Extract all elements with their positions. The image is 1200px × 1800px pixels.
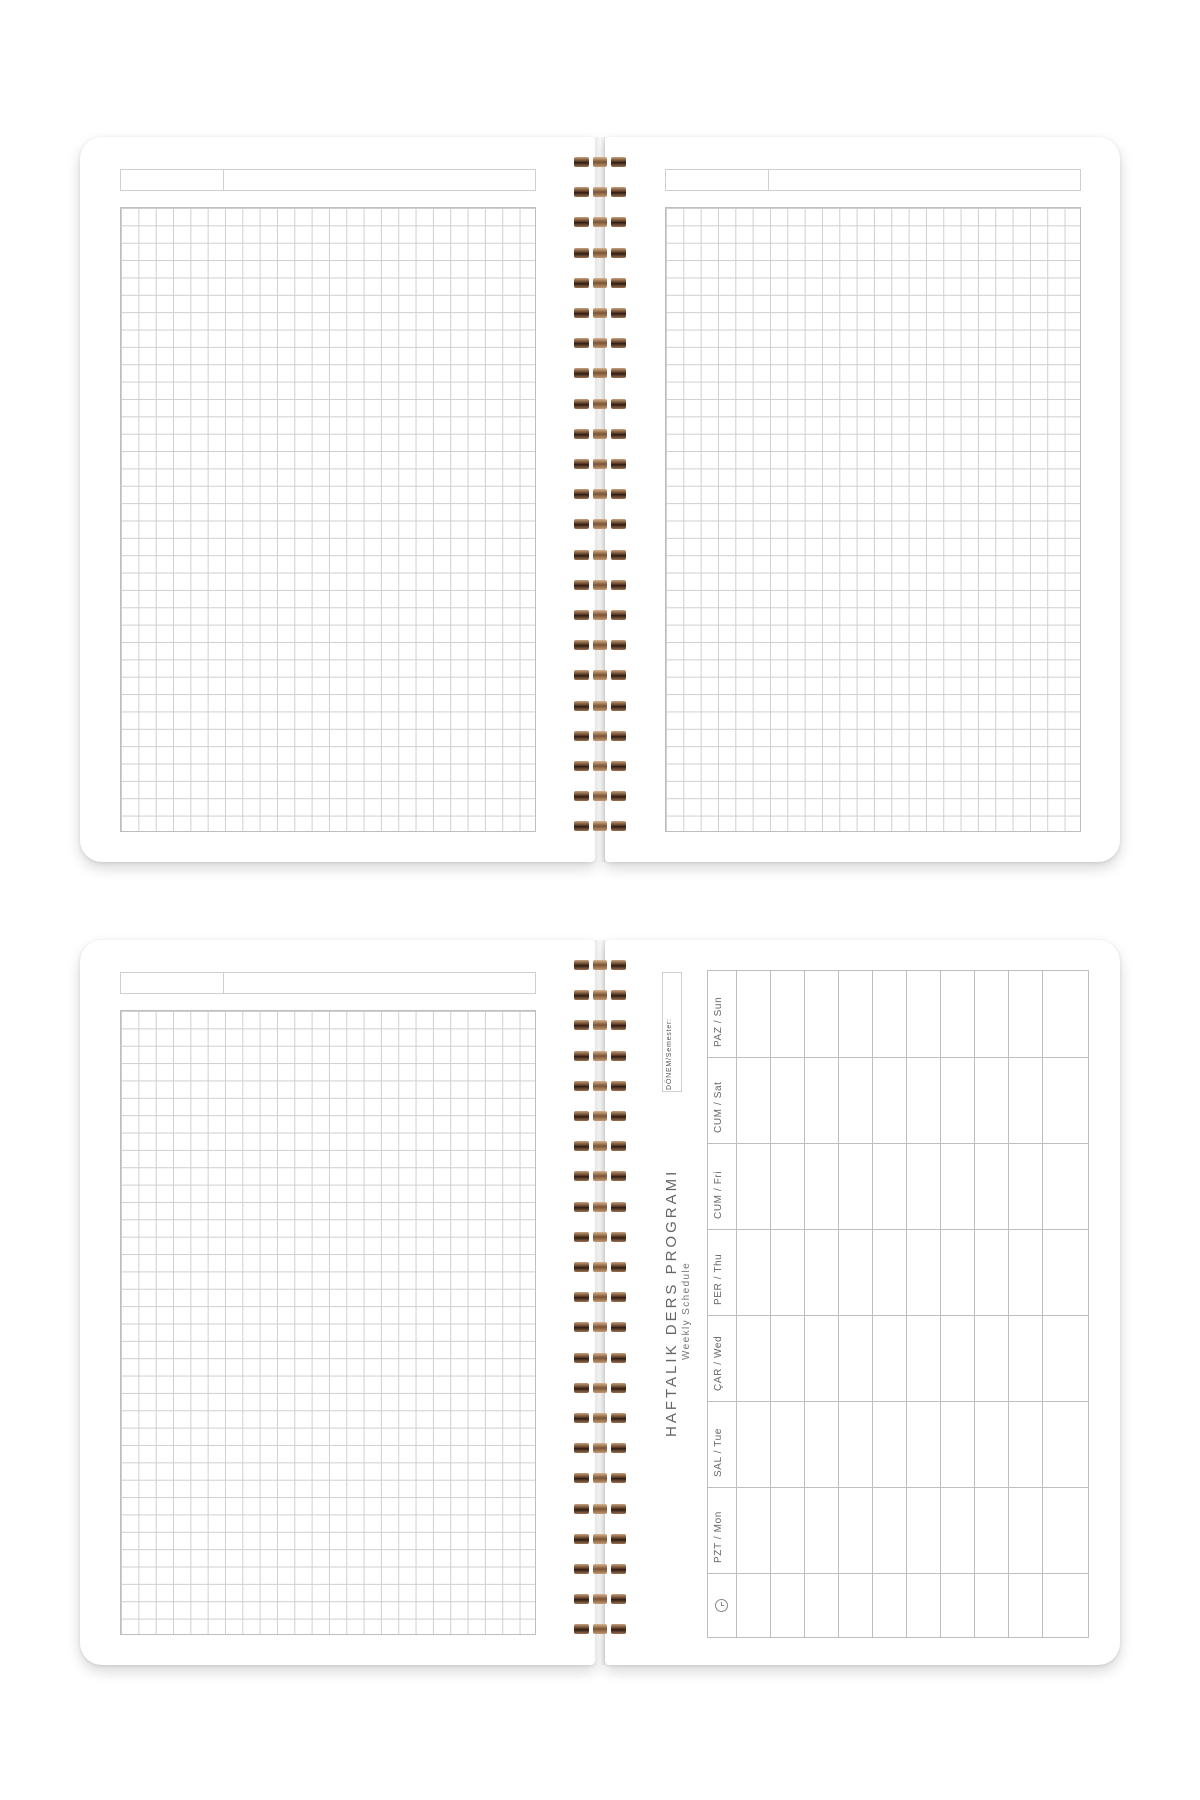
spiral-ring [572, 729, 628, 743]
graph-paper-grid [665, 207, 1081, 832]
day-label-thursday: PER / Thu [713, 1253, 724, 1305]
spiral-ring [572, 336, 628, 350]
spiral-binding [572, 155, 628, 855]
spiral-ring [572, 1018, 628, 1032]
spiral-ring [572, 988, 628, 1002]
day-label-tuesday: SAL / Tue [713, 1428, 724, 1477]
schedule-row-divider [708, 1315, 1088, 1316]
right-page-grid [605, 137, 1120, 862]
schedule-subtitle: Weekly Schedule [681, 1261, 692, 1360]
left-page-grid [80, 940, 595, 1665]
schedule-column-divider [872, 971, 873, 1637]
clock-icon [715, 1599, 728, 1612]
spiral-ring [572, 397, 628, 411]
spiral-ring [572, 1139, 628, 1153]
spiral-ring [572, 1351, 628, 1365]
spiral-ring [572, 306, 628, 320]
page-header-field[interactable] [665, 169, 1081, 191]
schedule-column-divider [736, 971, 737, 1637]
day-label-saturday: CUM / Sat [713, 1081, 724, 1133]
spiral-ring [572, 1532, 628, 1546]
schedule-row-divider [708, 1229, 1088, 1230]
spiral-ring [572, 1260, 628, 1274]
spiral-ring [572, 1109, 628, 1123]
spiral-ring [572, 1290, 628, 1304]
spiral-ring [572, 608, 628, 622]
spiral-ring [572, 1502, 628, 1516]
spiral-ring [572, 246, 628, 260]
semester-label: DÖNEM/Semester: [666, 1018, 673, 1090]
schedule-column-divider [838, 971, 839, 1637]
schedule-title: HAFTALIK DERS PROGRAMI [663, 1168, 680, 1437]
spiral-ring [572, 1049, 628, 1063]
spiral-ring [572, 1079, 628, 1093]
schedule-column-divider [974, 971, 975, 1637]
day-label-friday: CUM / Fri [713, 1170, 724, 1219]
schedule-row-divider [708, 1143, 1088, 1144]
day-label-wednesday: ÇAR / Wed [713, 1335, 724, 1391]
day-label-sunday: PAZ / Sun [713, 996, 724, 1047]
schedule-row-divider [708, 1487, 1088, 1488]
spiral-ring [572, 487, 628, 501]
graph-paper-grid [120, 207, 536, 832]
weekly-schedule-page [605, 940, 1120, 1665]
notebook-spread-top [80, 137, 1120, 862]
day-label-monday: PZT / Mon [713, 1511, 724, 1563]
spiral-ring [572, 1592, 628, 1606]
spiral-binding [572, 958, 628, 1658]
spiral-ring [572, 1411, 628, 1425]
schedule-column-divider [770, 971, 771, 1637]
schedule-column-divider [940, 971, 941, 1637]
spiral-ring [572, 1562, 628, 1576]
schedule-row-divider [708, 1057, 1088, 1058]
spiral-ring [572, 1441, 628, 1455]
spiral-ring [572, 1230, 628, 1244]
spiral-ring [572, 215, 628, 229]
weekly-schedule-table [707, 970, 1089, 1638]
spiral-ring [572, 276, 628, 290]
spiral-ring [572, 1471, 628, 1485]
spiral-ring [572, 1169, 628, 1183]
spiral-ring [572, 759, 628, 773]
spiral-ring [572, 1320, 628, 1334]
left-page-grid [80, 137, 595, 862]
spiral-ring [572, 427, 628, 441]
schedule-column-divider [906, 971, 907, 1637]
schedule-column-divider [1008, 971, 1009, 1637]
spiral-ring [572, 699, 628, 713]
graph-paper-grid [120, 1010, 536, 1635]
spiral-ring [572, 819, 628, 833]
spiral-ring [572, 517, 628, 531]
spiral-ring [572, 958, 628, 972]
spiral-ring [572, 789, 628, 803]
spiral-ring [572, 1200, 628, 1214]
spiral-ring [572, 366, 628, 380]
spiral-ring [572, 668, 628, 682]
spiral-ring [572, 155, 628, 169]
spiral-ring [572, 1622, 628, 1636]
page-header-field[interactable] [120, 169, 536, 191]
schedule-column-divider [804, 971, 805, 1637]
spiral-ring [572, 1381, 628, 1395]
spiral-ring [572, 548, 628, 562]
schedule-row-divider [708, 1401, 1088, 1402]
spiral-ring [572, 185, 628, 199]
spiral-ring [572, 578, 628, 592]
notebook-spread-bottom [80, 940, 1120, 1665]
schedule-column-divider [1042, 971, 1043, 1637]
spiral-ring [572, 638, 628, 652]
spiral-ring [572, 457, 628, 471]
schedule-row-divider [708, 1573, 1088, 1574]
page-header-field[interactable] [120, 972, 536, 994]
